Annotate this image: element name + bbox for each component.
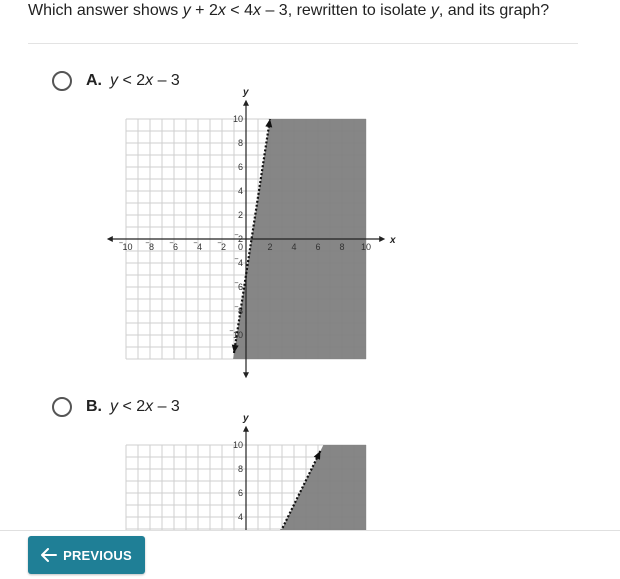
previous-button[interactable] <box>28 536 145 574</box>
y-tick-label: 10 <box>232 440 243 450</box>
divider <box>28 43 578 44</box>
radio-option-b[interactable] <box>52 397 72 417</box>
y-tick-label: ‾10 <box>229 330 243 340</box>
y-tick-label: 6 <box>237 162 243 172</box>
option-a-graph <box>100 87 400 380</box>
option-b-graph <box>100 413 400 536</box>
x-tick-label: ‾4 <box>193 242 203 252</box>
y-tick-label: 6 <box>237 488 243 498</box>
y-tick-label: 4 <box>237 186 243 196</box>
y-axis-arrow-icon <box>243 100 249 106</box>
radio-option-a[interactable] <box>52 71 72 91</box>
y-tick-label: 8 <box>237 464 243 474</box>
y-tick-label: 4 <box>237 512 243 522</box>
previous-button-label: PREVIOUS <box>63 547 132 563</box>
x-axis-label: x <box>390 235 396 246</box>
x-tick-label: 2 <box>267 242 273 252</box>
option-a[interactable] <box>52 70 180 92</box>
x-axis-arrow-icon <box>379 236 385 242</box>
x-tick-label: 4 <box>291 242 297 252</box>
option-a-letter: A. <box>86 72 102 89</box>
y-axis-arrow-icon <box>243 372 249 378</box>
x-axis-arrow-icon <box>107 236 113 242</box>
x-tick-label: 6 <box>315 242 321 252</box>
question-text: Which answer shows y + 2x < 4x – 3, rewritten to isolate y, and its graph? <box>28 2 550 19</box>
y-tick-label: ‾4 <box>234 258 243 268</box>
y-tick-label: 2 <box>237 210 243 220</box>
x-tick-label: ‾8 <box>145 242 155 252</box>
y-axis-label: y <box>243 413 249 424</box>
x-tick-label: ‾6 <box>169 242 179 252</box>
y-axis-label: y <box>243 87 249 98</box>
option-a-text: y < 2x – 3 <box>110 72 180 89</box>
y-tick-label: ‾6 <box>234 282 243 292</box>
y-tick-label: 10 <box>232 114 243 124</box>
x-tick-label: 0 <box>237 242 243 252</box>
x-tick-label: ‾10 <box>119 242 133 252</box>
y-tick-label: 8 <box>237 138 243 148</box>
y-tick-label: ‾2 <box>234 234 243 244</box>
footer-bar <box>0 530 620 579</box>
option-b[interactable] <box>52 396 180 418</box>
arrow-left-icon <box>41 548 57 562</box>
option-b-letter: B. <box>86 398 102 415</box>
x-tick-label: 8 <box>339 242 345 252</box>
x-tick-label: 10 <box>360 242 372 252</box>
y-axis-arrow-icon <box>243 426 249 432</box>
option-b-text: y < 2x – 3 <box>110 398 180 415</box>
y-tick-label: ‾8 <box>234 306 243 316</box>
x-tick-label: ‾2 <box>217 242 227 252</box>
